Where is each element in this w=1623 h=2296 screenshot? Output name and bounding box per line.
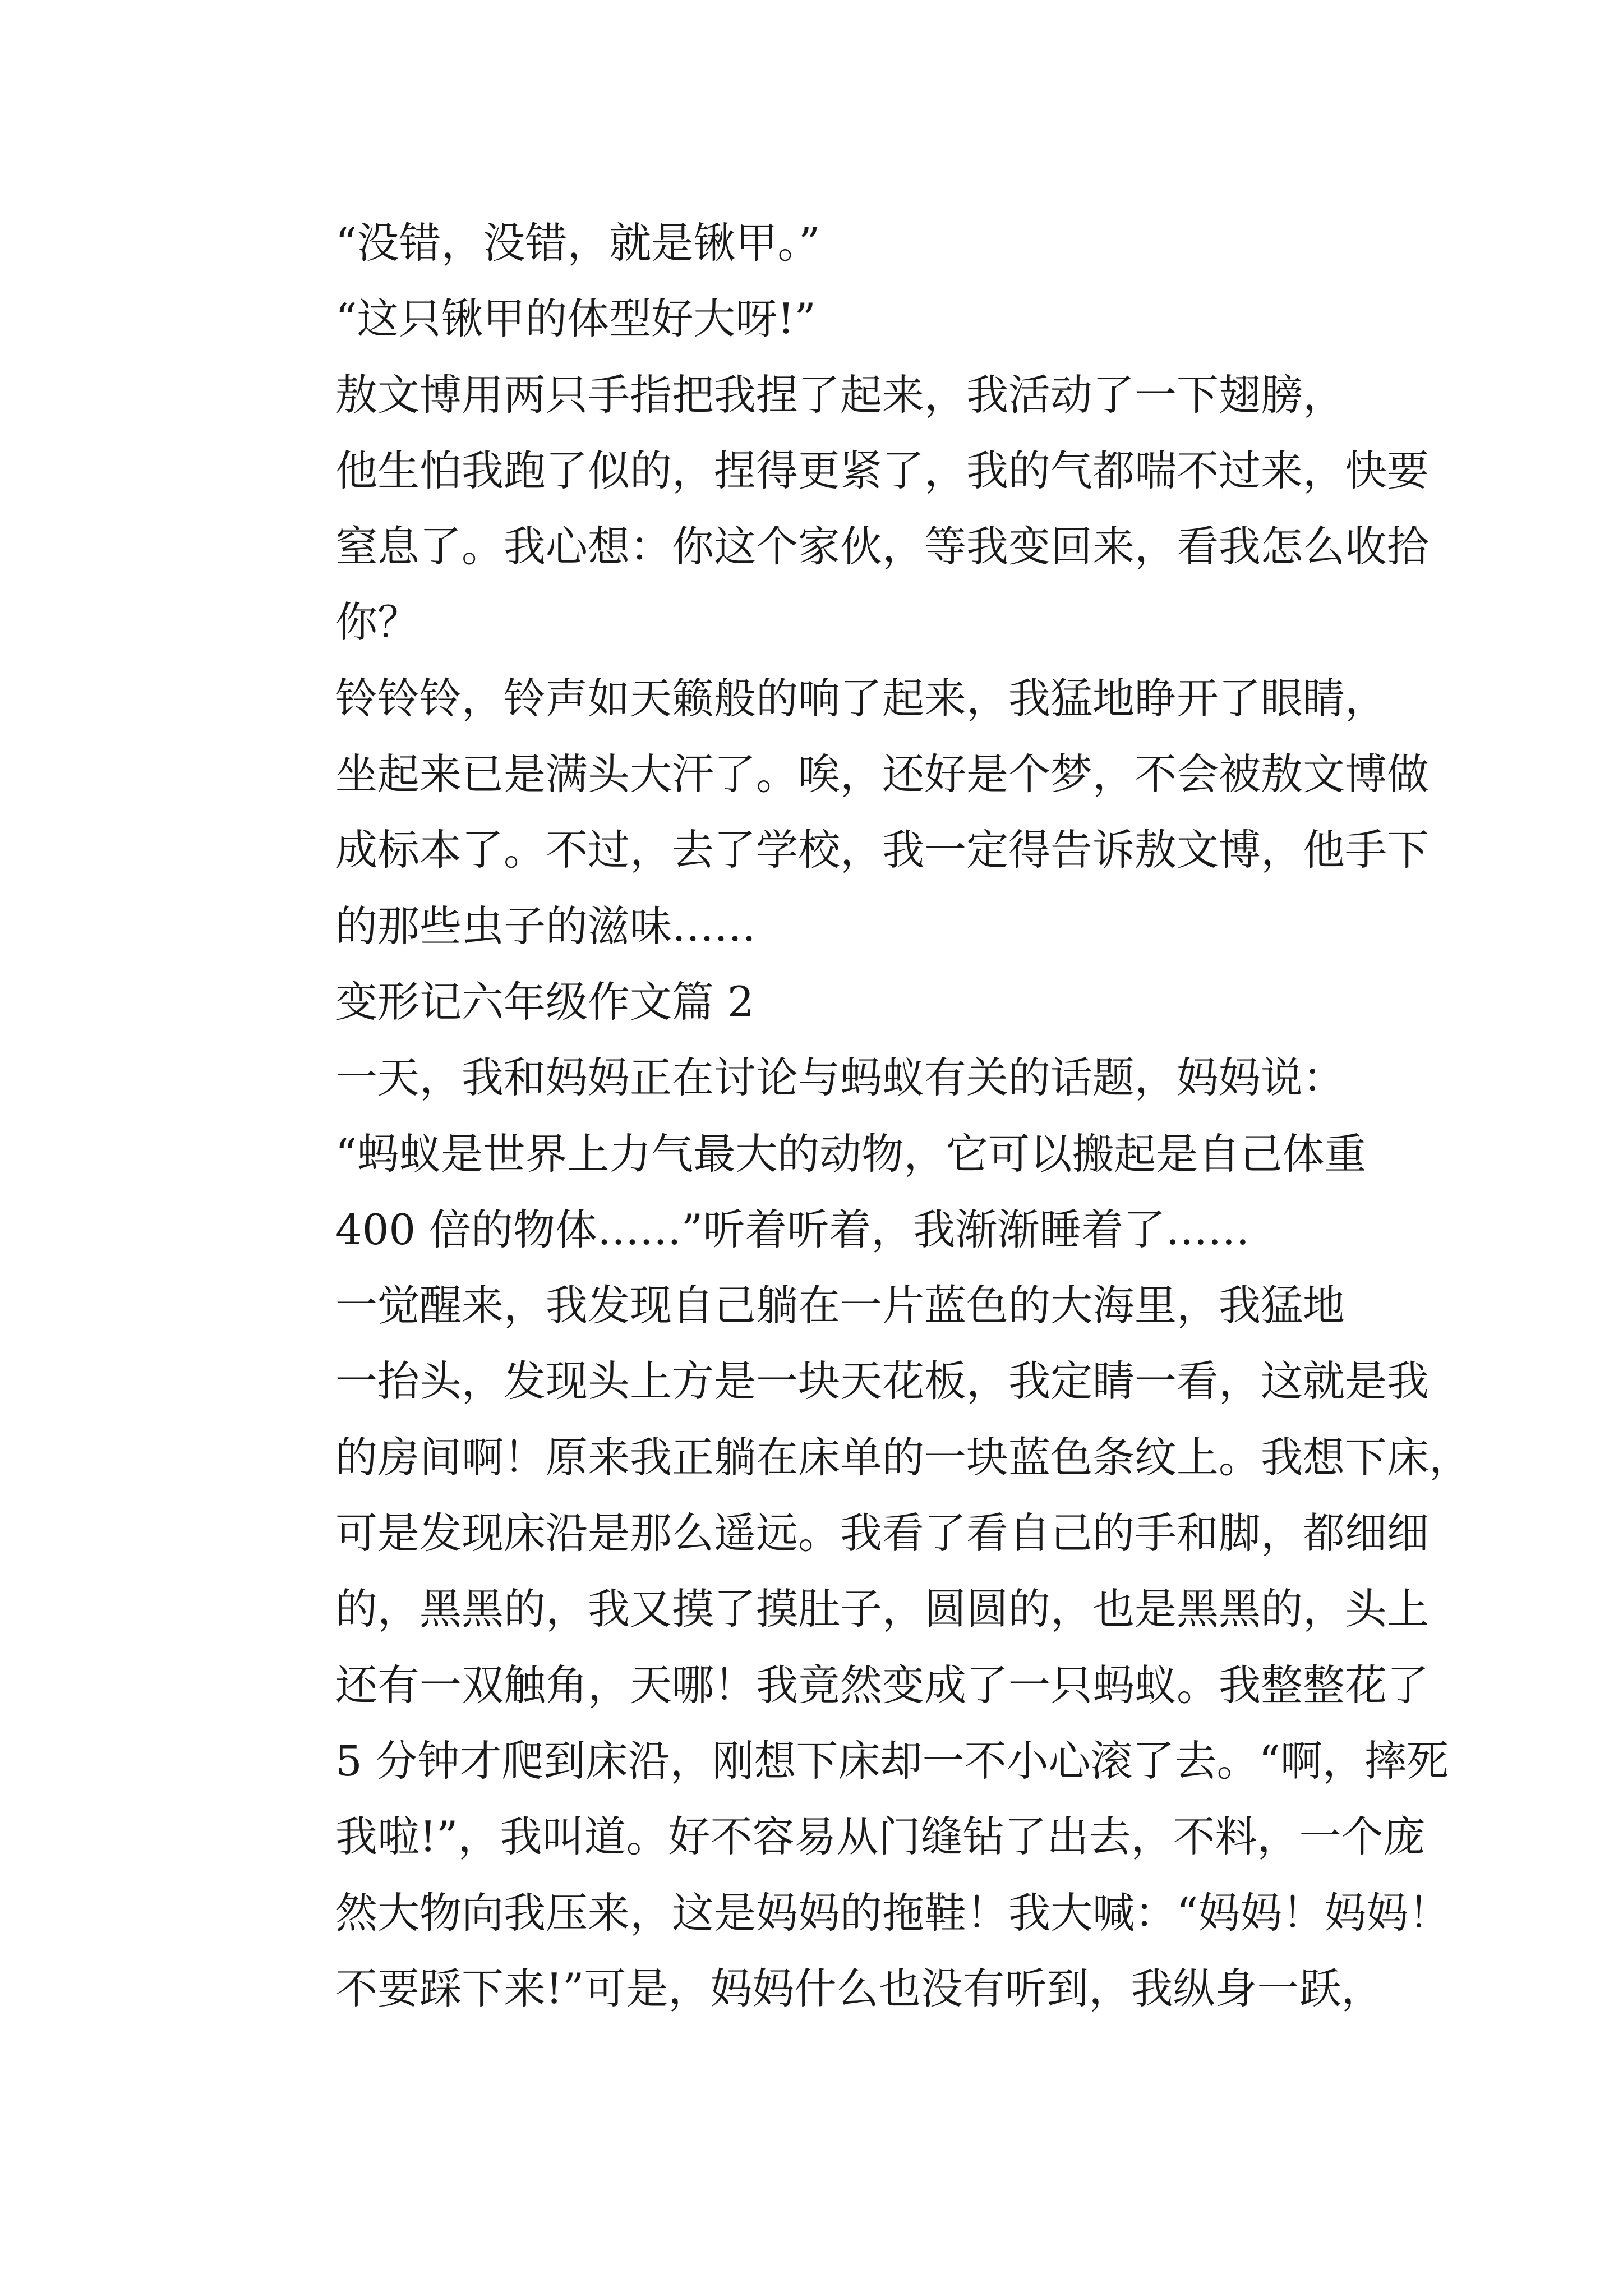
text-line: 铃铃铃，铃声如天籁般的响了起来，我猛地睁开了眼睛， (335, 673, 1387, 723)
text-line: 一天，我和妈妈正在讨论与蚂蚁有关的话题，妈妈说： (335, 1053, 1345, 1103)
text-line: 的房间啊！原来我正躺在床单的一块蓝色条纹上。我想下床， (335, 1432, 1472, 1482)
text-line: 成标本了。不过，去了学校，我一定得告诉敖文博，他手下 (335, 825, 1430, 875)
text-line: 他生怕我跑了似的，捏得更紧了，我的气都喘不过来，快要 (335, 445, 1430, 495)
text-line: 敖文博用两只手指把我捏了起来，我活动了一下翅膀， (335, 370, 1345, 420)
text-line: 变形记六年级作文篇 2 (335, 977, 754, 1027)
text-line: 窒息了。我心想：你这个家伙，等我变回来，看我怎么收拾 (335, 522, 1430, 572)
text-line: 还有一双触角，天哪！我竟然变成了一只蚂蚁。我整整花了 (335, 1660, 1430, 1710)
text-line: 的那些虫子的滋味…… (335, 901, 757, 951)
text-line: 一抬头，发现头上方是一块天花板，我定睛一看，这就是我 (335, 1356, 1430, 1406)
paragraph (251, 357, 1430, 661)
text-line: 的，黑黑的，我又摸了摸肚子，圆圆的，也是黑黑的，头上 (335, 1584, 1430, 1634)
text-line: “没错，没错，就是锹甲。” (335, 218, 820, 268)
text-line: 你？ (335, 597, 420, 647)
section-heading (251, 964, 1418, 1040)
text-line: “这只锹甲的体型好大呀!” (335, 294, 816, 344)
text-line: 我啦!”，我叫道。好不容易从门缝钻了出去，不料，一个庞 (335, 1812, 1426, 1862)
paragraph (251, 661, 1430, 964)
document-body (251, 205, 1472, 2027)
text-line: 5 分钟才爬到床沿，刚想下床却一不小心滚了去。“啊，摔死 (335, 1736, 1449, 1786)
text-line: 可是发现床沿是那么遥远。我看了看自己的手和脚，都细细 (335, 1508, 1430, 1558)
paragraph (251, 205, 1418, 281)
text-line: 然大物向我压来，这是妈妈的拖鞋！我大喊：“妈妈！妈妈！ (335, 1888, 1451, 1938)
paragraph (251, 1268, 1472, 2027)
text-line: 400 倍的物体……”听着听着，我渐渐睡着了…… (335, 1204, 1250, 1254)
text-line: 一觉醒来，我发现自己躺在一片蓝色的大海里，我猛地 (335, 1281, 1345, 1331)
paragraph (251, 281, 1418, 357)
text-line: 不要踩下来!”可是，妈妈什么也没有听到，我纵身一跃， (335, 1963, 1384, 2013)
text-line: 坐起来已是满头大汗了。唉，还好是个梦，不会被敖文博做 (335, 749, 1430, 799)
text-line: “蚂蚁是世界上力气最大的动物，它可以搬起是自己体重 (335, 1129, 1367, 1179)
paragraph (251, 1040, 1418, 1268)
